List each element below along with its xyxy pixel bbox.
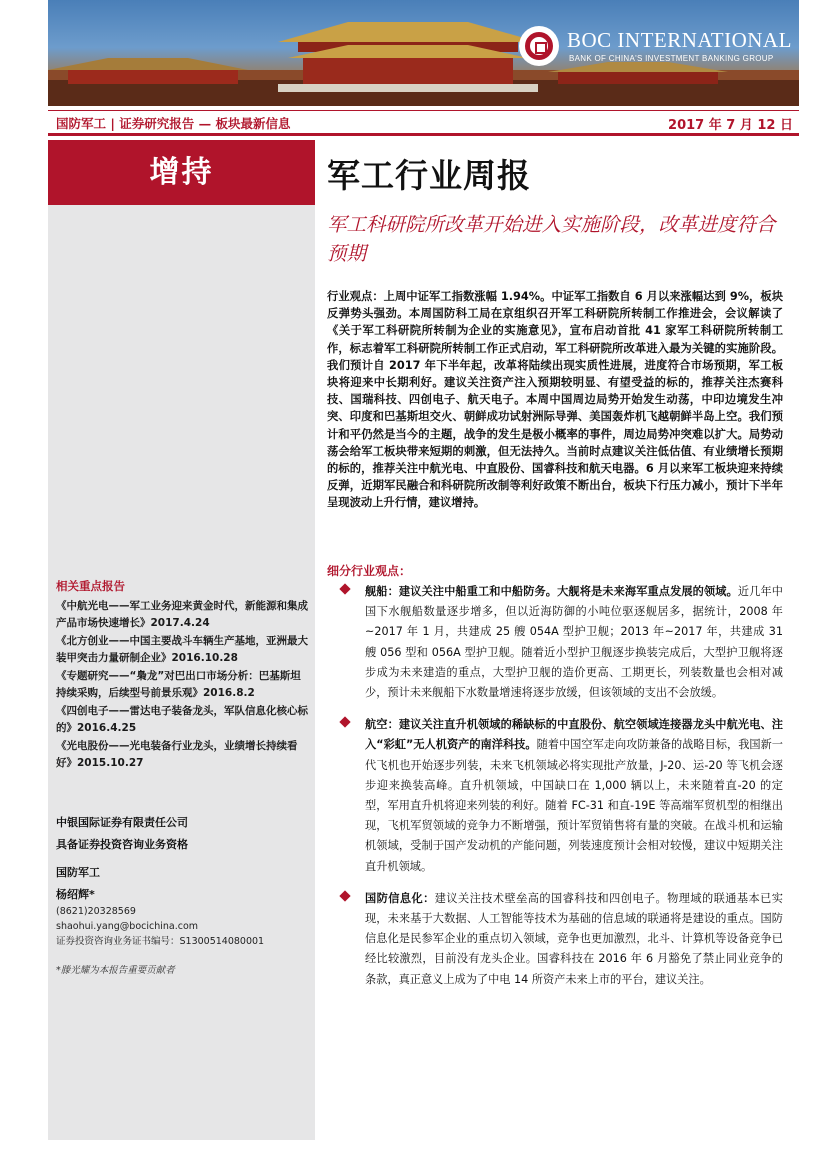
related-report-item: 《四创电子——雷达电子装备龙头，军队信息化核心标的》2016.4.25: [56, 705, 308, 734]
related-report-item: 《专题研究——“梟龙”对巴出口市场分析：巴基斯坦持续采购，后续型号前景乐观》2016.8.2: [56, 670, 301, 699]
industry-view-paragraph: 行业观点：上周中证军工指数涨幅 1.94%。中证军工指数自 6 月以来涨幅达到 9%，板块反弹势头强劲。本周国防科工局在京组织召开军工科研院所转制工作推进会，会议解读了《关于军工科研院所转制为企业的实施意见》，宣布启动首批 41 家军工科研院所转制工作，标志着军工科研院所转制工作正式启动，军工科研院所改革进入最为关键的实施阶段。我们预计自 2017 年下半年起，改革将陆续出现实质性进展，进度符合市场预期，军工板块将迎来中长期利好。建议关注资产注入预期较明显、有望受益的标的，推荐关注杰赛科技、国瑞科技、四创电子、航天电子。本周中国周边局势开始发生动荡，中印边境发生冲突、印度和巴基斯坦交火、朝鲜成功试射洲际导弹、美国轰炸机飞越朝鲜半岛上空。我们预计和平仍然是当今的主题，战争的发生是极小概率的事件，周边局势冲突难以扩大。局势动荡会给军工板块带来短期的刺激，但无法持久。当前时点建议关注低估值、有业绩增长预期的标的，推荐关注中航光电、中直股份、国睿科技和航天电器。6 月以来军工板块迎来持续反弹，近期军民融合和科研院所改制等利好政策不断出台，板块下行压力减小，预计下半年呈现波动上升行情，建议增持。: [327, 290, 783, 510]
report-date: 2017 年 7 月 12 日: [668, 118, 793, 133]
bank-of-china-logo-icon: [519, 26, 559, 66]
breadcrumb: 国防军工 | 证券研究报告 — 板块最新信息: [56, 116, 291, 131]
report-info-bar: [48, 110, 799, 136]
segment-view-item: [327, 582, 783, 703]
related-report-item: 《光电股份——光电装备行业龙头，业绩增长持续看好》2015.10.27: [56, 740, 298, 769]
segment-lead: 舰船：建议关注中船重工和中船防务。大舰将是未来海军重点发展的领域。: [365, 585, 738, 598]
analyst-phone: (8621)20328569: [56, 906, 136, 917]
segment-views-title: 细分行业观点：: [327, 564, 412, 578]
logo-name: BOC INTERNATIONAL: [567, 28, 792, 52]
analyst-email[interactable]: shaohui.yang@bocichina.com: [56, 921, 199, 932]
related-report-item: 《北方创业——中国主要战斗车辆生产基地，亚洲最大装甲突击力量研制企业》2016.10.28: [56, 635, 308, 664]
segment-body: 近几年中国下水舰船数量逐步增多，但以近海防御的小吨位驱逐舰居多，据统计，2008 年~2017 年 1 月，共建成 25 艘 054A 型护卫舰；2013 年~2017 年，共建成 31 艘 056 型和 056A 型护卫舰。随着近小型护卫舰逐步换装完成后，大型护卫舰将逐步成为未来建造的重点，大型护卫舰的造价更高、工期更长，列装数量也会相对减少，预计未来舰船下水数量增速将逐步放缓，但该领域的支出不会放缓。: [365, 585, 783, 700]
logo-subtitle: BANK OF CHINA'S INVESTMENT BANKING GROUP: [569, 54, 774, 63]
segment-lead: 航空：建议关注直升机领域的稀缺标的中直股份、航空领域连接器龙头中航光电、注入“彩虹”无人机资产的南洋科技。: [365, 718, 783, 752]
diamond-bullet-icon: [339, 890, 350, 901]
related-reports-list: [56, 598, 311, 773]
segment-views-list: [327, 582, 783, 1002]
segment-lead: 国防信息化：: [365, 891, 435, 905]
company-qualification: 具备证券投资咨询业务资格: [56, 838, 188, 851]
related-report-item: 《中航光电——军工业务迎来黄金时代，新能源和集成产品市场快速增长》2017.4.24: [56, 600, 308, 629]
analyst-name: 杨绍辉*: [56, 888, 95, 901]
header-banner: [48, 0, 799, 106]
analyst-license: 证券投资咨询业务证书编号：S1300514080001: [56, 936, 265, 947]
company-name: 中银国际证券有限责任公司: [56, 816, 188, 829]
company-info: [56, 812, 311, 856]
boci-logo: [509, 20, 799, 80]
diamond-bullet-icon: [339, 583, 350, 594]
segment-body: 建议关注技术壁垒高的国睿科技和四创电子。物理域的联通基本已实现，未来基于大数据、人工智能等技术为基础的信息域的联通将是建设的重点。国防信息化是民参军企业的重点切入领域，竞争也更加激烈，北斗、计算机等设备竞争已经比较激烈，目前没有龙头企业。国睿科技在 2016 年 6 月豁免了禁止同业竞争的条款，真正意义上成为了中电 14 所资产未来上市的平台，建议关注。: [365, 891, 783, 986]
contributor-note: *滕光耀为本报告重要贡献者: [56, 965, 175, 976]
segment-view-item: [327, 715, 783, 877]
related-reports-title: 相关重点报告: [56, 579, 125, 593]
segment-view-item: [327, 889, 783, 990]
analyst-info: [56, 864, 311, 978]
page-subtitle: 军工科研院所改革开始进入实施阶段，改革进度符合预期: [327, 213, 776, 265]
sidebar: [48, 140, 315, 1140]
rating-badge: 增持: [48, 140, 315, 205]
diamond-bullet-icon: [339, 717, 350, 728]
analyst-sector: 国防军工: [56, 866, 100, 879]
page-title: 军工行业周报: [327, 156, 531, 195]
segment-body: 随着中国空军走向攻防兼备的战略目标，我国新一代飞机也开始逐步列装，未来飞机领域必将实现批产放量，J-20、运-20 等飞机会逐步迎来换装高峰。直升机领域，中国缺口在 1,000 辆以上，未来随着直-20 的定型，军用直升机将迎来列装的利好。随着 FC-31 和直-19E 等高端军贸机型的相继出现，飞机军贸领域的竞争力不断增强，预计军贸销售将有量的突破。在战斗机和运输机领域，受制于国产发动机的产能问题，列装速度预计会相对较慢，建议中短期关注直升机领域。: [365, 738, 783, 873]
